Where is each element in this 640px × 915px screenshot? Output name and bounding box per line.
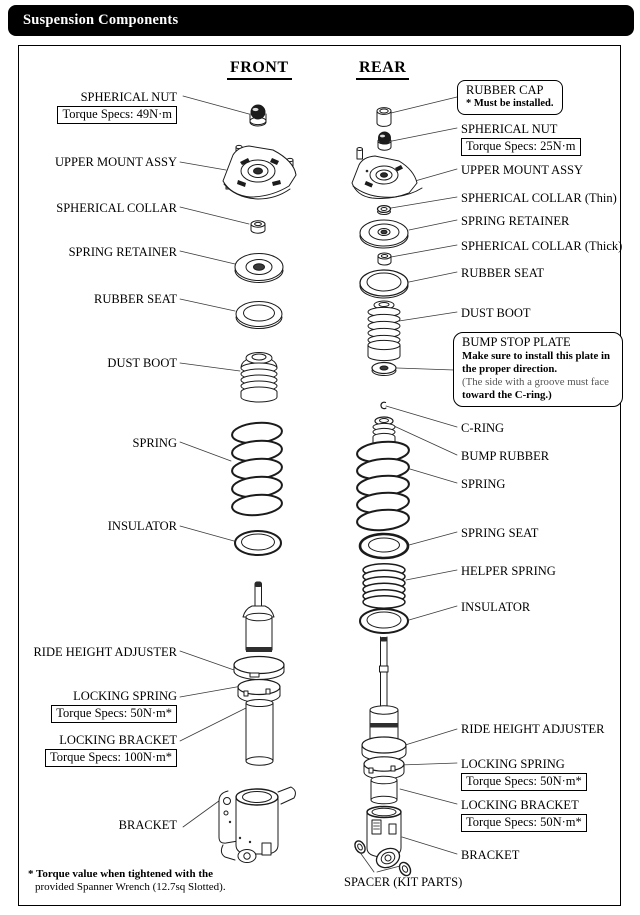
front-spherical-collar-part (251, 221, 265, 233)
rear-bracket-part (367, 807, 403, 872)
label-rear-dust-boot: DUST BOOT (461, 306, 531, 320)
rear-column-header: REAR (356, 59, 409, 80)
front-spherical-nut-part (250, 105, 266, 126)
rear-bump-stop-note-sub2: toward the C-ring.) (462, 389, 552, 401)
rear-spring-seat-part (360, 534, 408, 558)
rear-c-ring-part (381, 402, 386, 408)
label-rear-spring: SPRING (461, 477, 506, 491)
rear-spherical-nut-torque: Torque Specs: 25N·m (461, 138, 581, 156)
rear-rubber-cap-note: * Must be installed. (466, 98, 554, 109)
rear-spherical-collar-thick-part (378, 253, 391, 265)
front-locking-bracket-torque: Torque Specs: 100N·m* (45, 749, 177, 767)
rear-spring-part (356, 440, 410, 532)
label-rear-spring-seat: SPRING SEAT (461, 526, 539, 540)
label-rear-rubber-seat: RUBBER SEAT (461, 266, 545, 280)
rear-dust-boot-part (368, 301, 400, 361)
label-rear-locking-bracket: LOCKING BRACKET Torque Specs: 50N·m* (461, 798, 587, 832)
label-rear-insulator: INSULATOR (461, 600, 531, 614)
front-spherical-nut-torque: Torque Specs: 49N·m (57, 106, 177, 124)
torque-footnote: * Torque value when tightened with the provided Spanner Wrench (12.7sq Slotted). (28, 868, 226, 893)
label-rear-locking-spring: LOCKING SPRING Torque Specs: 50N·m* (461, 757, 587, 791)
front-rubber-seat-part (236, 302, 282, 329)
rear-bump-stop-note-sub1: (The side with a groove must face (462, 376, 609, 388)
page-title: Suspension Components (23, 12, 179, 28)
front-insulator-part (235, 531, 281, 555)
leader-lines (180, 96, 457, 872)
label-front-ride-height-adjuster: RIDE HEIGHT ADJUSTER (33, 645, 177, 659)
rear-bump-stop-notebox (453, 332, 623, 407)
label-rear-spherical-nut: SPHERICAL NUT Torque Specs: 25N·m (461, 122, 581, 156)
label-rear-spacer: SPACER (KIT PARTS) (344, 875, 463, 889)
front-strut-part (234, 582, 284, 765)
label-front-upper-mount: UPPER MOUNT ASSY (54, 155, 177, 169)
label-front-insulator: INSULATOR (107, 519, 177, 533)
label-rear-bracket: BRACKET (461, 848, 520, 862)
rear-bump-stop-note-main: Make sure to install this plate in the proper direction. (462, 350, 610, 375)
label-front-locking-spring: LOCKING SPRING Torque Specs: 50N·m* (51, 689, 177, 723)
label-front-rubber-seat: RUBBER SEAT (93, 292, 177, 306)
front-bracket-part (219, 787, 295, 863)
front-spring-part (231, 421, 283, 517)
label-rear-rubber-cap: RUBBER CAP (466, 83, 544, 97)
rear-upper-mount-part (352, 148, 422, 199)
rear-helper-spring-part (363, 564, 405, 608)
rear-bump-stop-plate-part (372, 363, 396, 376)
rear-locking-bracket-torque: Torque Specs: 50N·m* (461, 814, 587, 832)
label-front-bracket: BRACKET (118, 818, 177, 832)
front-upper-mount-part (223, 145, 296, 199)
front-locking-spring-torque: Torque Specs: 50N·m* (51, 705, 177, 723)
rear-rubber-cap-notebox (457, 80, 563, 115)
rear-spherical-collar-thin-part (378, 206, 391, 215)
label-rear-ride-height-adjuster: RIDE HEIGHT ADJUSTER (461, 722, 605, 736)
label-front-spherical-nut: SPHERICAL NUT Torque Specs: 49N·m (57, 90, 177, 124)
rear-insulator-part (360, 609, 408, 633)
label-rear-bump-rubber: BUMP RUBBER (461, 449, 550, 463)
label-rear-spherical-collar-thin: SPHERICAL COLLAR (Thin) (461, 191, 617, 205)
front-dust-boot-part (241, 353, 277, 403)
label-rear-bump-stop-plate: BUMP STOP PLATE (462, 335, 571, 349)
rear-spring-retainer-part (360, 220, 408, 248)
label-rear-upper-mount: UPPER MOUNT ASSY (461, 163, 584, 177)
label-rear-spherical-collar-thick: SPHERICAL COLLAR (Thick) (461, 239, 623, 253)
rear-strut-part (362, 637, 406, 804)
label-front-spring: SPRING (132, 436, 177, 450)
label-rear-helper-spring: HELPER SPRING (461, 564, 556, 578)
label-front-spherical-collar: SPHERICAL COLLAR (56, 201, 177, 215)
rear-rubber-cap-part (377, 108, 391, 127)
label-rear-c-ring: C-RING (461, 421, 505, 435)
front-spring-retainer-part (235, 254, 283, 283)
label-front-dust-boot: DUST BOOT (107, 356, 177, 370)
label-rear-spring-retainer: SPRING RETAINER (461, 214, 570, 228)
rear-spherical-nut-part (378, 132, 391, 150)
rear-rubber-seat-part (360, 270, 408, 298)
label-front-locking-bracket: LOCKING BRACKET Torque Specs: 100N·m* (45, 733, 177, 767)
rear-locking-spring-torque: Torque Specs: 50N·m* (461, 773, 587, 791)
label-front-spring-retainer: SPRING RETAINER (68, 245, 177, 259)
front-column-header: FRONT (227, 59, 292, 80)
